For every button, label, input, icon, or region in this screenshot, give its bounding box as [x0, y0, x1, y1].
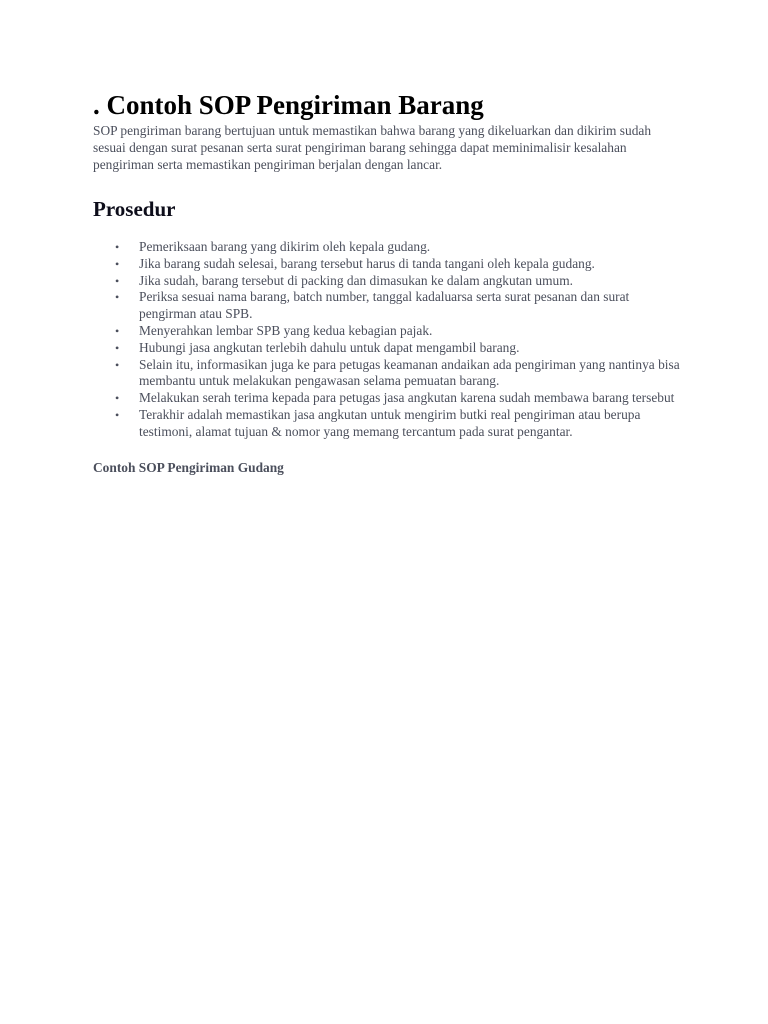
bullet-icon: •: [115, 323, 120, 338]
procedure-list: [93, 239, 683, 441]
section-heading-prosedur: Prosedur: [93, 197, 176, 221]
intro-paragraph: SOP pengiriman barang bertujuan untuk memastikan bahwa barang yang dikeluarkan dan dikirim sudah sesuai dengan surat pesanan serta surat pengiriman barang sehingga dapat meminimalisir kesalahan pengiriman serta memastikan pengiriman berjalan dengan lancar.: [93, 123, 652, 172]
bullet-icon: •: [115, 340, 120, 355]
document-page: [93, 88, 683, 476]
list-item-text: Periksa sesuai nama barang, batch number, tanggal kadaluarsa serta surat pesanan dan surat pengirman atau SPB.: [139, 289, 630, 322]
list-item-text: Menyerahkan lembar SPB yang kedua kebagian pajak.: [139, 322, 433, 338]
list-item-text: Terakhir adalah memastikan jasa angkutan untuk mengirim butki real pengiriman atau berupa testimoni, alamat tujuan & nomor yang memang tercantum pada surat pengantar.: [139, 406, 641, 439]
bullet-icon: •: [115, 273, 120, 288]
list-item: [115, 272, 683, 290]
list-item-text: Jika barang sudah selesai, barang tersebut harus di tanda tangani oleh kepala gudang.: [139, 255, 595, 271]
bullet-icon: •: [115, 357, 120, 372]
list-item: [115, 406, 683, 441]
list-item: [115, 339, 683, 357]
bullet-icon: •: [115, 290, 120, 305]
list-item: [115, 255, 683, 273]
bullet-icon: •: [115, 391, 120, 406]
sub-heading-example: Contoh SOP Pengiriman Gudang: [93, 459, 284, 475]
list-item: [115, 390, 683, 407]
list-item: [115, 322, 683, 340]
list-item-text: Hubungi jasa angkutan terlebih dahulu untuk dapat mengambil barang.: [139, 339, 520, 355]
list-item: [115, 289, 683, 323]
bullet-icon: •: [115, 240, 120, 254]
list-item-text: Pemeriksaan barang yang dikirim oleh kepala gudang.: [139, 239, 431, 254]
bullet-icon: •: [115, 407, 120, 422]
list-item-text: Jika sudah, barang tersebut di packing dan dimasukan ke dalam angkutan umum.: [139, 272, 573, 288]
document-title: . Contoh SOP Pengiriman Barang: [93, 90, 484, 120]
list-item-text: Melakukan serah terima kepada para petugas jasa angkutan karena sudah membawa barang tersebut: [139, 390, 675, 406]
list-item-text: Selain itu, informasikan juga ke para petugas keamanan andaikan ada pengiriman yang nantinya bisa membantu untuk melakukan pengawasan selama pemuatan barang.: [139, 356, 680, 389]
bullet-icon: •: [115, 256, 120, 271]
list-item: [115, 356, 683, 391]
list-item: [115, 239, 683, 256]
